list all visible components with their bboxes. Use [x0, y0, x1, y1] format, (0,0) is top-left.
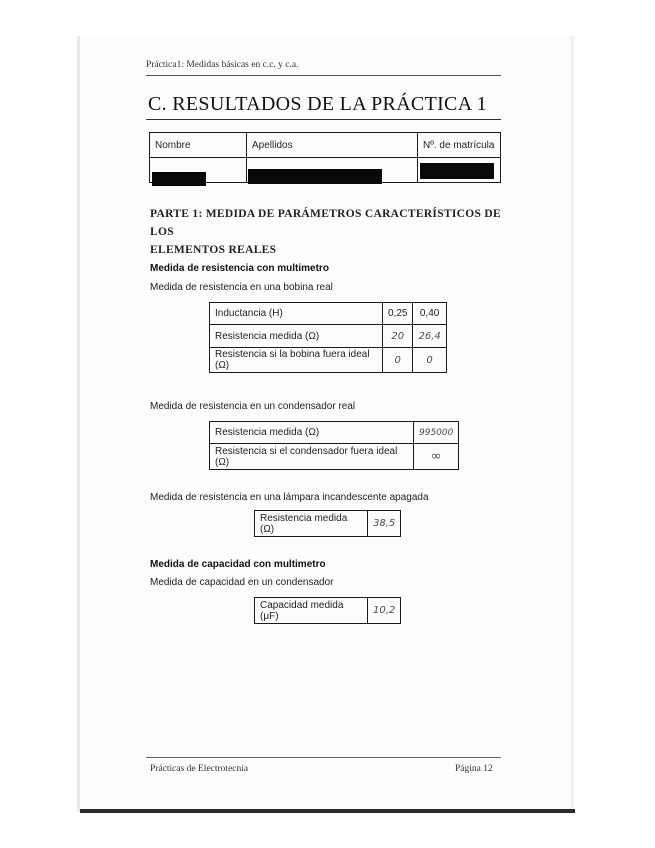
page-edge [571, 36, 574, 812]
footer-left: Prácticas de Electrotecnia [150, 764, 249, 774]
cond-medida-label: Resistencia medida (Ω) [210, 422, 414, 444]
redaction-nombre [152, 172, 206, 186]
resistencia-medida-value: 26,4 [413, 325, 446, 348]
resistencia-ideal-value: 0 [413, 348, 446, 373]
capacidad-caption: Medida de capacidad en un condensador [150, 577, 334, 588]
apellidos-header: Apellidos [247, 133, 418, 158]
page-shadow [80, 809, 575, 813]
inductancia-value: 0,40 [413, 303, 446, 325]
nombre-header: Nombre [150, 133, 247, 158]
title-rule [146, 119, 501, 120]
part1-title-line1: PARTE 1: MEDIDA DE PARÁMETROS CARACTERÍSTICOS DE LOS [150, 208, 501, 238]
section-capacidad-heading: Medida de capacidad con multimetro [150, 559, 326, 570]
resistencia-medida-label: Resistencia medida (Ω) [210, 325, 383, 348]
page-number: Página 12 [455, 764, 493, 774]
cond-medida-value: 995000 [414, 422, 459, 444]
lampara-caption: Medida de resistencia en una lámpara incandescente apagada [150, 492, 429, 503]
bobina-caption: Medida de resistencia en una bobina real [150, 282, 333, 293]
resistencia-medida-value: 20 [383, 325, 413, 348]
part1-title-line2: ELEMENTOS REALES [150, 244, 277, 256]
running-head: Práctica1: Medidas básicas en c.c. y c.a. [146, 60, 299, 70]
section-resistencia-heading: Medida de resistencia con multimetro [150, 263, 329, 274]
redaction-apellidos [248, 169, 382, 184]
condensador-table [209, 421, 459, 470]
page-title: C. RESULTADOS DE LA PRÁCTICA 1 [148, 93, 487, 115]
cond-ideal-value: ∞ [414, 444, 459, 470]
part1-title [150, 205, 505, 259]
bobina-table [209, 302, 447, 373]
redaction-matricula [420, 163, 494, 179]
inductancia-label: Inductancia (H) [210, 303, 383, 325]
lampara-value: 38,5 [368, 511, 401, 537]
capacidad-value: 10,2 [368, 598, 401, 624]
lampara-label: Resistencia medida (Ω) [255, 511, 368, 537]
capacidad-label: Capacidad medida (μF) [255, 598, 368, 624]
header-rule [146, 75, 501, 76]
footer-rule [146, 757, 501, 758]
resistencia-ideal-label: Resistencia si la bobina fuera ideal (Ω) [210, 348, 383, 373]
inductancia-value: 0,25 [383, 303, 413, 325]
resistencia-ideal-value: 0 [383, 348, 413, 373]
capacidad-table [254, 597, 401, 624]
lampara-table [254, 510, 401, 537]
cond-ideal-label: Resistencia si el condensador fuera ideal (Ω) [210, 444, 414, 470]
condensador-caption: Medida de resistencia en un condensador real [150, 401, 356, 412]
matricula-header: Nº. de matrícula [418, 133, 501, 158]
